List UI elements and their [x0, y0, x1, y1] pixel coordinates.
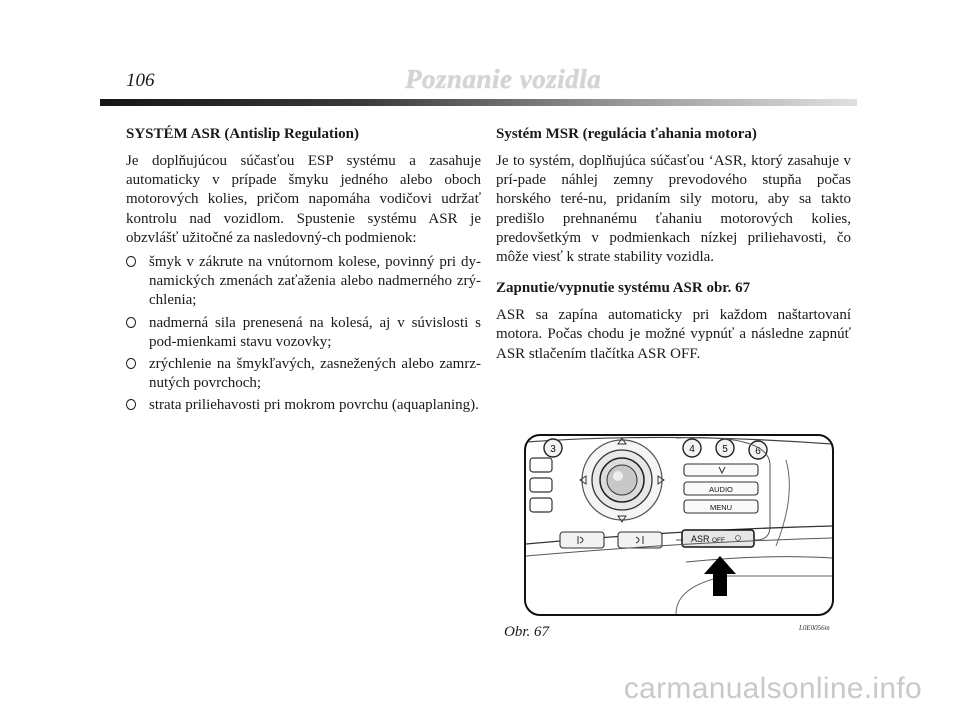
asr-off-label: OFF [712, 537, 725, 544]
button-5-label: 5 [722, 444, 728, 455]
dashboard-figure [524, 434, 834, 616]
asr-button-label: ASR [691, 534, 710, 544]
menu-button-label: MENU [709, 503, 733, 512]
bullet-circle-icon [126, 399, 136, 410]
figure-caption: Obr. 67 [504, 624, 550, 640]
list-item [126, 396, 481, 415]
msr-paragraph: Je to systém, doplňujúca súčasťou ‘ASR, ktorý zasahuje v prí-pade náhlej zemny prevodového stupňa počas horského teré-nu, pridaním sily motoru, aby sa takto predišlo prehnanému ťahaniu motorových kolies, predovšetkým v podmienkach nízkej priliehavosti, čo môže viesť k strate stability vozidla. [496, 153, 851, 266]
site-watermark: carmanualsonline.info [623, 672, 922, 705]
list-item-text: šmyk v zákrute na vnútornom kolese, povinný pri dy-namických zmenách zaťaženia alebo nadmerného zrý-chlenia; [149, 254, 481, 309]
audio-button-label: AUDIO [709, 485, 733, 494]
asr-toggle-heading: Zapnutie/vypnutie systému ASR obr. 67 [496, 280, 751, 297]
list-item [126, 355, 481, 393]
page-number: 106 [126, 70, 155, 91]
button-6-label: 6 [755, 446, 761, 457]
bullet-circle-icon [126, 256, 136, 267]
page-title: Poznanie vozidla [405, 64, 602, 94]
condition-list [126, 253, 481, 416]
button-3-label: 3 [550, 444, 556, 455]
header-rule [100, 99, 857, 106]
console-illustration [526, 436, 832, 614]
list-item-text: nadmerná sila prenesená na kolesá, aj v súvislosti s pod-mienkami stavu vozovky; [149, 314, 481, 350]
list-item [126, 314, 481, 352]
button-4-label: 4 [689, 444, 695, 455]
asr-toggle-paragraph: ASR sa zapína automaticky pri každom naštartovaní motora. Počas chodu je možné vypnúť a následne zapnúť ASR stlačením tlačítka ASR OFF. [496, 307, 851, 362]
bullet-circle-icon [126, 317, 136, 328]
list-item [126, 253, 481, 311]
left-column [126, 125, 481, 419]
msr-heading: Systém MSR (regulácia ťahania motora) [496, 126, 757, 142]
asr-intro: Je doplňujúcou súčasťou ESP systému a zasahuje automaticky v prípade šmyku jedného alebo oboch motorových kolies, pričom napomáha vodičovi udržať kontrolu nad vozidlom. Spustenie systému ASR je obzvlášť užitočné za nasledovný-ch podmienok: [126, 153, 481, 246]
bullet-circle-icon [126, 358, 136, 369]
list-item-text: strata priliehavosti pri mokrom povrchu (aquaplaning). [149, 397, 479, 414]
list-item-text: zrýchlenie na šmykľavých, zasnežených alebo zamrz-nutých povrchoch; [149, 356, 481, 392]
figure-code: L0E0056m [799, 624, 830, 632]
right-column [496, 125, 851, 369]
asr-heading: SYSTÉM ASR (Antislip Regulation) [126, 126, 359, 142]
